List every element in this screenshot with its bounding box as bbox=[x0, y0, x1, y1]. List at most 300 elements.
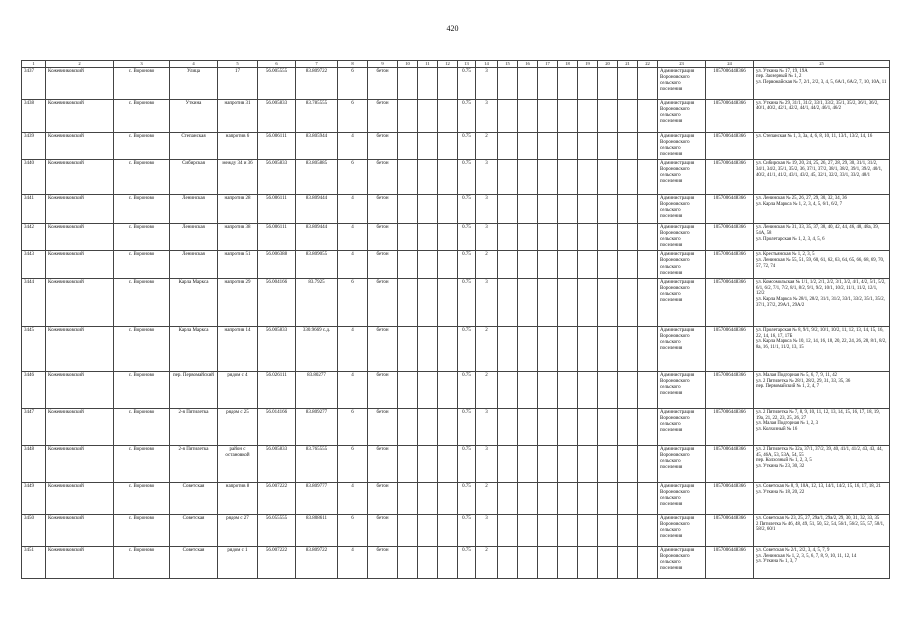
empty-cell bbox=[618, 223, 638, 250]
address-line: 2 Пятилетка № 46, 48, 49, 51, 50, 52, 54, 56/1, 56/2, 55, 57, 58/1, 58/2, 60/1 bbox=[756, 521, 885, 533]
surface-cell: бетон bbox=[368, 223, 398, 250]
empty-cell bbox=[618, 482, 638, 514]
empty-cell bbox=[578, 445, 598, 482]
empty-cell bbox=[598, 546, 618, 578]
location-cell: район с остановкой bbox=[218, 445, 258, 482]
empty-cell bbox=[578, 223, 598, 250]
empty-cell bbox=[638, 408, 658, 445]
surface-cell: бетон bbox=[368, 99, 398, 132]
surface-cell: бетон bbox=[368, 514, 398, 546]
empty-cell bbox=[578, 159, 598, 194]
address-line: пер. Заозерный № 1, 2 bbox=[756, 74, 802, 80]
ogrn-cell: 1057006448366 bbox=[706, 99, 754, 132]
settlement-cell: с. Вороново bbox=[114, 251, 170, 278]
settlement-cell: с. Вороново bbox=[114, 546, 170, 578]
latitude-cell: 56.006111 bbox=[258, 194, 296, 223]
latitude-cell: 56.006111 bbox=[258, 132, 296, 159]
empty-cell bbox=[398, 514, 418, 546]
district-cell: Кожевниковский bbox=[46, 278, 114, 326]
latitude-cell: 56.005833 bbox=[258, 99, 296, 132]
owner-cell: Администрация Вороновского сельского поселения bbox=[658, 408, 706, 445]
address-line: ул. Ленинская № 31, 33, 35, 37, 38, 40, 42, 44, 46, 48, 48а, 39, 54А, 58 bbox=[756, 224, 880, 236]
settlement-cell: с. Вороново bbox=[114, 482, 170, 514]
empty-cell bbox=[418, 482, 438, 514]
count-cell: 2 bbox=[476, 546, 498, 578]
empty-cell bbox=[618, 251, 638, 278]
empty-cell bbox=[578, 278, 598, 326]
count-cell: 2 bbox=[476, 482, 498, 514]
table-row bbox=[22, 251, 890, 278]
location-cell: напротив 6 bbox=[218, 132, 258, 159]
owner-cell: Администрация Вороновского сельского поселения bbox=[658, 326, 706, 371]
address-line: ул. Карла Маркса № 1, 2, 3, 4, 5, 6/1, 6/2, 7 bbox=[756, 201, 843, 207]
empty-cell bbox=[618, 159, 638, 194]
count-cell: 3 bbox=[476, 445, 498, 482]
column-header: 5 bbox=[218, 61, 258, 68]
empty-cell bbox=[638, 67, 658, 99]
empty-cell bbox=[438, 99, 458, 132]
row-id-cell: 3447 bbox=[22, 408, 46, 445]
empty-cell bbox=[598, 67, 618, 99]
owner-cell: Администрация Вороновского сельского поселения bbox=[658, 99, 706, 132]
row-id-cell: 3437 bbox=[22, 67, 46, 99]
address-line: ул. Комсомольская № 1/1, 1/2, 2/1, 2/2, 3/1, 3/2, 4/1, 4/2, 5/1, 5/2, 6/1, 6/2, 7/1, 7/2, 8/1, 8/2, 9/1, 9/2, 10/1, 10/2, 11/1, 11/2, 12/1, 12/2 bbox=[756, 279, 886, 297]
row-id-cell: 3450 bbox=[22, 514, 46, 546]
address-line: ул. Пролетарская № 8, 9/1, 9/2, 10/1, 10/2, 11, 12, 13, 14, 15, 16, 22, 14, 16, 17, 17Б bbox=[756, 327, 884, 339]
street-cell: Степанская bbox=[170, 132, 218, 159]
column-header: 15 bbox=[498, 61, 518, 68]
empty-cell bbox=[398, 408, 418, 445]
row-id-cell: 3443 bbox=[22, 251, 46, 278]
district-cell: Кожевниковский bbox=[46, 132, 114, 159]
settlement-cell: с. Вороново bbox=[114, 445, 170, 482]
empty-cell bbox=[398, 445, 418, 482]
empty-cell bbox=[638, 223, 658, 250]
empty-cell bbox=[398, 159, 418, 194]
ogrn-cell: 1057006448366 bbox=[706, 408, 754, 445]
empty-cell bbox=[578, 251, 598, 278]
empty-cell bbox=[558, 67, 578, 99]
empty-cell bbox=[498, 194, 518, 223]
empty-cell bbox=[518, 408, 538, 445]
longitude-cell: 83.809722 bbox=[296, 67, 338, 99]
address-line: ул. Малая Подгорная № 5, 6, 7, 9, 11, 42 bbox=[756, 372, 838, 378]
location-cell: рядом с 27 bbox=[218, 514, 258, 546]
street-cell: Сибирская bbox=[170, 159, 218, 194]
empty-cell bbox=[498, 445, 518, 482]
empty-cell bbox=[418, 67, 438, 99]
empty-cell bbox=[498, 326, 518, 371]
empty-cell bbox=[538, 159, 558, 194]
location-cell: напротив 29 bbox=[218, 278, 258, 326]
longitude-cell: 83.809055 bbox=[296, 251, 338, 278]
settlement-cell: с. Вороново bbox=[114, 326, 170, 371]
empty-cell bbox=[498, 408, 518, 445]
owner-cell: Администрация Вороновского сельского поселения bbox=[658, 371, 706, 408]
empty-cell bbox=[398, 482, 418, 514]
longitude-cell: 83.7925 bbox=[296, 278, 338, 326]
latitude-cell: 56.007222 bbox=[258, 546, 296, 578]
empty-cell bbox=[578, 194, 598, 223]
owner-cell: Администрация Вороновского сельского поселения bbox=[658, 67, 706, 99]
count-cell: 3 bbox=[476, 514, 498, 546]
owner-cell: Администрация Вороновского сельского поселения bbox=[658, 132, 706, 159]
column-header: 8 bbox=[338, 61, 368, 68]
table-row bbox=[22, 159, 890, 194]
ogrn-cell: 1057006448366 bbox=[706, 159, 754, 194]
owner-cell: Администрация Вороновского сельского поселения bbox=[658, 251, 706, 278]
row-id-cell: 3451 bbox=[22, 546, 46, 578]
longitude-cell: 83.808611 bbox=[296, 514, 338, 546]
owner-cell: Администрация Вороновского сельского поселения bbox=[658, 546, 706, 578]
empty-cell bbox=[638, 326, 658, 371]
empty-cell bbox=[578, 132, 598, 159]
empty-cell bbox=[558, 371, 578, 408]
empty-cell bbox=[598, 159, 618, 194]
district-cell: Кожевниковский bbox=[46, 67, 114, 99]
type-code-cell: 4 bbox=[338, 194, 368, 223]
ogrn-cell: 1057006448366 bbox=[706, 67, 754, 99]
empty-cell bbox=[518, 371, 538, 408]
column-header: 12 bbox=[438, 61, 458, 68]
table-row bbox=[22, 223, 890, 250]
district-cell: Кожевниковский bbox=[46, 99, 114, 132]
latitude-cell: 56.006111 bbox=[258, 223, 296, 250]
ogrn-cell: 1057006448366 bbox=[706, 251, 754, 278]
surface-cell: бетон bbox=[368, 482, 398, 514]
empty-cell bbox=[438, 223, 458, 250]
owner-cell: Администрация Вороновского сельского поселения bbox=[658, 223, 706, 250]
table-row bbox=[22, 371, 890, 408]
empty-cell bbox=[558, 194, 578, 223]
empty-cell bbox=[438, 132, 458, 159]
type-code-cell: 6 bbox=[338, 514, 368, 546]
type-code-cell: 6 bbox=[338, 408, 368, 445]
address-line: ул. Карла Маркса № 10, 12, 14, 16, 18, 20, 22, 24, 26, 28, 8/1, 8/2, 8а, 16, 11/1, 11/2, 13, 15 bbox=[756, 339, 887, 351]
column-header: 4 bbox=[170, 61, 218, 68]
empty-cell bbox=[578, 67, 598, 99]
column-header: 23 bbox=[658, 61, 706, 68]
area-cell: 0.75 bbox=[458, 546, 476, 578]
empty-cell bbox=[498, 482, 518, 514]
row-id-cell: 3439 bbox=[22, 132, 46, 159]
empty-cell bbox=[518, 194, 538, 223]
addresses-cell bbox=[754, 482, 890, 514]
empty-cell bbox=[578, 482, 598, 514]
empty-cell bbox=[538, 445, 558, 482]
count-cell: 3 bbox=[476, 99, 498, 132]
empty-cell bbox=[538, 371, 558, 408]
empty-cell bbox=[558, 132, 578, 159]
location-cell: напротив 38 bbox=[218, 223, 258, 250]
owner-cell: Администрация Вороновского сельского поселения bbox=[658, 445, 706, 482]
column-header: 7 bbox=[296, 61, 338, 68]
address-line: ул. Советская № 2/1, 2/2, 3, 4, 5, 7, 9 bbox=[756, 547, 830, 553]
ogrn-cell: 1057006448366 bbox=[706, 546, 754, 578]
count-cell: 3 bbox=[476, 67, 498, 99]
table-row bbox=[22, 445, 890, 482]
addresses-cell bbox=[754, 194, 890, 223]
empty-cell bbox=[638, 194, 658, 223]
count-cell: 3 bbox=[476, 408, 498, 445]
empty-cell bbox=[638, 546, 658, 578]
street-cell: Советская bbox=[170, 546, 218, 578]
empty-cell bbox=[438, 408, 458, 445]
area-cell: 0.75 bbox=[458, 251, 476, 278]
empty-cell bbox=[538, 99, 558, 132]
addresses-cell bbox=[754, 371, 890, 408]
surface-cell: бетон bbox=[368, 251, 398, 278]
empty-cell bbox=[558, 408, 578, 445]
type-code-cell: 6 bbox=[338, 67, 368, 99]
empty-cell bbox=[418, 408, 438, 445]
latitude-cell: 56.004166 bbox=[258, 278, 296, 326]
empty-cell bbox=[498, 159, 518, 194]
empty-cell bbox=[578, 408, 598, 445]
table-body bbox=[22, 67, 890, 578]
count-cell: 2 bbox=[476, 326, 498, 371]
table-row bbox=[22, 546, 890, 578]
empty-cell bbox=[558, 99, 578, 132]
empty-cell bbox=[618, 132, 638, 159]
empty-cell bbox=[438, 546, 458, 578]
address-line: ул. Пролетарская № 1, 2, 3, 4, 5, 6 bbox=[756, 236, 825, 242]
empty-cell bbox=[418, 159, 438, 194]
district-cell: Кожевниковский bbox=[46, 251, 114, 278]
longitude-cell: 83.809722 bbox=[296, 546, 338, 578]
table-row bbox=[22, 408, 890, 445]
empty-cell bbox=[598, 99, 618, 132]
surface-cell: бетон bbox=[368, 132, 398, 159]
street-cell: пер. Первомайский bbox=[170, 371, 218, 408]
street-cell: 2-я Пятилетка bbox=[170, 445, 218, 482]
addresses-cell bbox=[754, 159, 890, 194]
empty-cell bbox=[418, 194, 438, 223]
empty-cell bbox=[498, 132, 518, 159]
empty-cell bbox=[438, 278, 458, 326]
latitude-cell: 56.055555 bbox=[258, 514, 296, 546]
latitude-cell: 56.005555 bbox=[258, 67, 296, 99]
ogrn-cell: 1057006448366 bbox=[706, 278, 754, 326]
ogrn-cell: 1057006448366 bbox=[706, 445, 754, 482]
empty-cell bbox=[438, 482, 458, 514]
area-cell: 0.75 bbox=[458, 132, 476, 159]
type-code-cell: 4 bbox=[338, 326, 368, 371]
empty-cell bbox=[498, 371, 518, 408]
empty-cell bbox=[518, 67, 538, 99]
column-header: 10 bbox=[398, 61, 418, 68]
surface-cell: бетон bbox=[368, 194, 398, 223]
empty-cell bbox=[518, 326, 538, 371]
empty-cell bbox=[618, 408, 638, 445]
owner-cell: Администрация Вороновского сельского поселения bbox=[658, 514, 706, 546]
latitude-cell: 56.006388 bbox=[258, 251, 296, 278]
street-cell: Ленинская bbox=[170, 194, 218, 223]
district-cell: Кожевниковский bbox=[46, 445, 114, 482]
empty-cell bbox=[498, 514, 518, 546]
address-line: ул. Карла Маркса № 28/1, 28/2, 31/1, 31/2, 33/1, 33/2, 35/1, 35/2, 37/1, 37/2, 29А/1, 29А/2 bbox=[756, 297, 885, 309]
empty-cell bbox=[598, 194, 618, 223]
empty-cell bbox=[598, 326, 618, 371]
empty-cell bbox=[498, 99, 518, 132]
empty-cell bbox=[398, 99, 418, 132]
empty-cell bbox=[638, 99, 658, 132]
header-row bbox=[22, 61, 890, 68]
address-line: ул. Уткина № 29, 31/1, 31/2, 33/1, 33/2, 35/1, 35/2, 36/1, 36/2, 40/1, 40/2, 42/1, 42/2, 44/1, 44/2, 46/1, 46/2 bbox=[756, 100, 879, 112]
empty-cell bbox=[398, 132, 418, 159]
column-header: 20 bbox=[598, 61, 618, 68]
area-cell: 0.75 bbox=[458, 223, 476, 250]
ogrn-cell: 1057006448366 bbox=[706, 514, 754, 546]
empty-cell bbox=[418, 445, 438, 482]
empty-cell bbox=[558, 445, 578, 482]
empty-cell bbox=[558, 278, 578, 326]
empty-cell bbox=[518, 546, 538, 578]
address-line: ул. Степанская № 1, 3, 3а, 4, 6, 8, 10, 11, 13/1, 13/2, 14, 16 bbox=[756, 133, 873, 139]
addresses-cell bbox=[754, 514, 890, 546]
street-cell: Советская bbox=[170, 514, 218, 546]
empty-cell bbox=[498, 223, 518, 250]
empty-cell bbox=[558, 223, 578, 250]
settlement-cell: с. Вороново bbox=[114, 99, 170, 132]
empty-cell bbox=[538, 132, 558, 159]
empty-cell bbox=[558, 482, 578, 514]
address-line: ул. Советская № 23, 25, 27, 29а/1, 29а/2, 29, 30, 31, 32, 33, 35 bbox=[756, 515, 880, 521]
surface-cell: бетон bbox=[368, 159, 398, 194]
address-line: ул. Уткина № 17, 19, 19А bbox=[756, 68, 808, 74]
ogrn-cell: 1057006448366 bbox=[706, 194, 754, 223]
ogrn-cell: 1057006448366 bbox=[706, 371, 754, 408]
settlement-cell: с. Вороново bbox=[114, 67, 170, 99]
empty-cell bbox=[618, 278, 638, 326]
page-number: 420 bbox=[446, 24, 459, 33]
table-row bbox=[22, 278, 890, 326]
empty-cell bbox=[638, 371, 658, 408]
empty-cell bbox=[418, 99, 438, 132]
empty-cell bbox=[418, 514, 438, 546]
empty-cell bbox=[558, 251, 578, 278]
row-id-cell: 3448 bbox=[22, 445, 46, 482]
row-id-cell: 3440 bbox=[22, 159, 46, 194]
row-id-cell: 3446 bbox=[22, 371, 46, 408]
empty-cell bbox=[618, 67, 638, 99]
longitude-cell: 330.9669 с.д. bbox=[296, 326, 338, 371]
area-cell: 0.75 bbox=[458, 326, 476, 371]
street-cell: Советская bbox=[170, 482, 218, 514]
empty-cell bbox=[578, 514, 598, 546]
empty-cell bbox=[398, 326, 418, 371]
area-cell: 0.75 bbox=[458, 159, 476, 194]
empty-cell bbox=[538, 67, 558, 99]
empty-cell bbox=[438, 194, 458, 223]
type-code-cell: 4 bbox=[338, 482, 368, 514]
address-line: ул. Уткина № 1, 3, 7 bbox=[756, 559, 798, 565]
address-line: ул. Первомайская № 7, 2/1, 2/2, 3, 4, 5, 6А/1, 6А/2, 7, 10, 10А, 11 bbox=[756, 80, 887, 86]
street-cell: Ленинская bbox=[170, 223, 218, 250]
longitude-cell: 83.805944 bbox=[296, 132, 338, 159]
empty-cell bbox=[638, 251, 658, 278]
ogrn-cell: 1057006448366 bbox=[706, 223, 754, 250]
address-line: ул. Уткина № 18, 20, 22 bbox=[756, 489, 805, 495]
district-cell: Кожевниковский bbox=[46, 326, 114, 371]
settlement-cell: с. Вороново bbox=[114, 514, 170, 546]
empty-cell bbox=[438, 326, 458, 371]
empty-cell bbox=[538, 326, 558, 371]
column-header: 18 bbox=[558, 61, 578, 68]
empty-cell bbox=[618, 371, 638, 408]
street-cell: Ленинская bbox=[170, 251, 218, 278]
empty-cell bbox=[518, 278, 538, 326]
latitude-cell: 56.005833 bbox=[258, 326, 296, 371]
empty-cell bbox=[518, 445, 538, 482]
column-header: 6 bbox=[258, 61, 296, 68]
empty-cell bbox=[518, 99, 538, 132]
empty-cell bbox=[438, 159, 458, 194]
addresses-cell bbox=[754, 326, 890, 371]
column-header: 11 bbox=[418, 61, 438, 68]
district-cell: Кожевниковский bbox=[46, 546, 114, 578]
longitude-cell: 83.809444 bbox=[296, 194, 338, 223]
settlement-cell: с. Вороново bbox=[114, 278, 170, 326]
empty-cell bbox=[518, 482, 538, 514]
empty-cell bbox=[598, 371, 618, 408]
column-header: 21 bbox=[618, 61, 638, 68]
surface-cell: бетон bbox=[368, 278, 398, 326]
empty-cell bbox=[438, 371, 458, 408]
column-header: 2 bbox=[46, 61, 114, 68]
empty-cell bbox=[518, 514, 538, 546]
district-cell: Кожевниковский bbox=[46, 482, 114, 514]
area-cell: 0.75 bbox=[458, 445, 476, 482]
addresses-cell bbox=[754, 546, 890, 578]
empty-cell bbox=[398, 251, 418, 278]
empty-cell bbox=[538, 482, 558, 514]
addresses-cell bbox=[754, 278, 890, 326]
empty-cell bbox=[638, 514, 658, 546]
addresses-cell bbox=[754, 445, 890, 482]
empty-cell bbox=[618, 445, 638, 482]
address-line: ул. Ленинская № 1, 2, 3, 5, 6, 7, 8, 9, 10, 11, 12, 14 bbox=[756, 553, 857, 559]
empty-cell bbox=[398, 278, 418, 326]
table-row bbox=[22, 67, 890, 99]
row-id-cell: 3445 bbox=[22, 326, 46, 371]
row-id-cell: 3441 bbox=[22, 194, 46, 223]
empty-cell bbox=[518, 223, 538, 250]
district-cell: Кожевниковский bbox=[46, 408, 114, 445]
location-cell: рядом с 25 bbox=[218, 408, 258, 445]
column-header: 25 bbox=[754, 61, 890, 68]
street-cell: Карла Маркса bbox=[170, 278, 218, 326]
empty-cell bbox=[418, 251, 438, 278]
table-row bbox=[22, 194, 890, 223]
column-header: 3 bbox=[114, 61, 170, 68]
empty-cell bbox=[418, 132, 438, 159]
area-cell: 0.75 bbox=[458, 99, 476, 132]
empty-cell bbox=[538, 251, 558, 278]
address-line: ул. Ленинская № 55, 51, 59, 60, 61, 62, 63, 64, 65, 66, 68, 69, 70, 57, 72, 74 bbox=[756, 258, 885, 270]
latitude-cell: 56.005833 bbox=[258, 445, 296, 482]
column-header: 19 bbox=[578, 61, 598, 68]
owner-cell: Администрация Вороновского сельского поселения bbox=[658, 278, 706, 326]
count-cell: 2 bbox=[476, 132, 498, 159]
empty-cell bbox=[438, 67, 458, 99]
address-line: ул. Малая Подгорная № 1, 2, 3 bbox=[756, 421, 819, 427]
column-header: 9 bbox=[368, 61, 398, 68]
empty-cell bbox=[438, 514, 458, 546]
address-line: ул. Уткина № 23, 30, 32 bbox=[756, 464, 805, 470]
area-cell: 0.75 bbox=[458, 482, 476, 514]
empty-cell bbox=[558, 326, 578, 371]
